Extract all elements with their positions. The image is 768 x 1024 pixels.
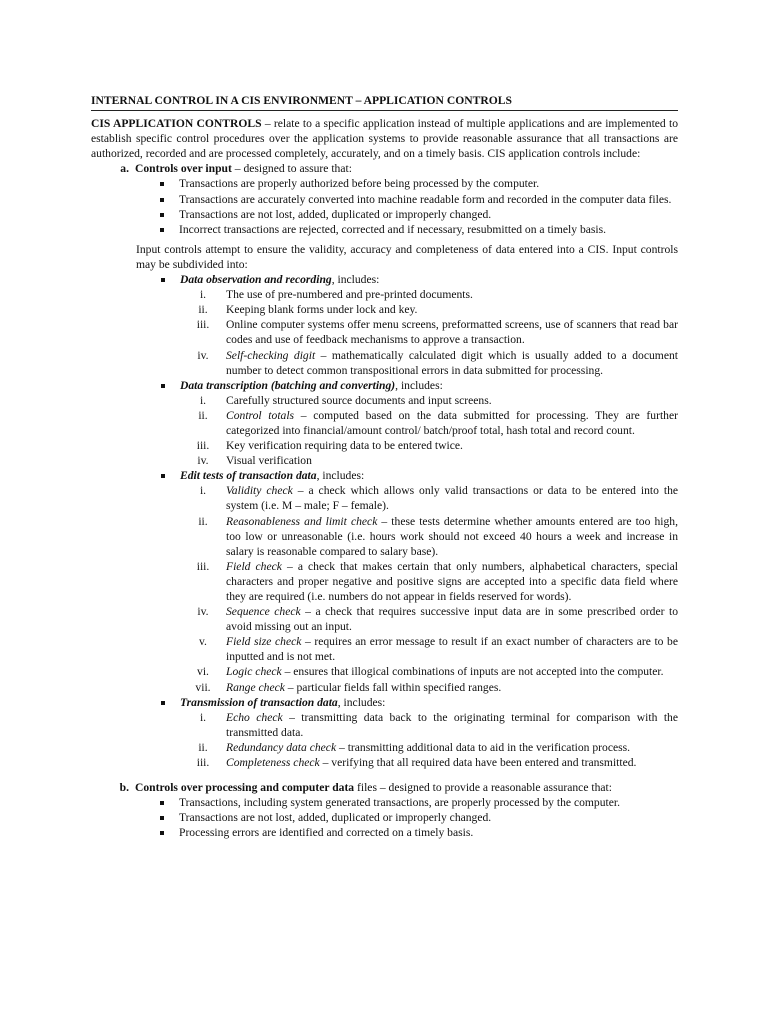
- category-title: Data observation and recording: [180, 273, 332, 287]
- bullet-text: Transactions are properly authorized before being processed by the computer.: [179, 177, 540, 191]
- category-edit-tests: [136, 468, 678, 694]
- list-item: [135, 222, 678, 237]
- section-a-marker: a.: [120, 162, 129, 176]
- item-text: – a check which allows only valid transactions or data to be entered into the system (i.e. M – male; F – female).: [226, 484, 679, 513]
- roman-numeral: iii.: [196, 439, 210, 453]
- square-bullet-icon: [136, 378, 180, 469]
- item-term: Completeness check: [226, 756, 320, 770]
- category-data-observation: [136, 272, 678, 378]
- square-bullet-icon: [135, 176, 179, 191]
- item-term: Field size check: [226, 635, 302, 649]
- item-term: Sequence check: [226, 605, 301, 619]
- list-item: [135, 810, 678, 825]
- square-bullet-icon: [136, 468, 180, 694]
- category-title: Data transcription (batching and converting): [180, 378, 396, 392]
- item-term: Control totals: [226, 408, 295, 422]
- item-text: – requires an error message to result if an exact number of characters are to be inputted and is not met.: [226, 635, 678, 664]
- roman-numeral: i.: [199, 393, 207, 407]
- roman-numeral: iv.: [197, 348, 209, 362]
- bullet-text: Transactions are accurately converted into machine readable form and recorded in the computer data files.: [179, 192, 672, 206]
- section-b-bullet-list: [135, 795, 678, 840]
- list-item: [135, 207, 678, 222]
- item-text: Online computer systems offer menu screens, preformatted screens, use of scanners that read bar codes and use of feedback mechanisms to approve a transaction.: [226, 318, 678, 347]
- list-item: [180, 664, 678, 679]
- item-text: – a check that makes certain that only numbers, alphabetical characters, special characters and proper negative and positive signs are accepted into a specific data field where they are required (i.e. numbers do not appear in fields reserved for words).: [226, 559, 678, 603]
- list-item: [180, 755, 678, 770]
- roman-numeral: i.: [199, 710, 207, 724]
- square-bullet-icon: [135, 795, 179, 810]
- item-term: Reasonableness and limit check: [226, 514, 378, 528]
- roman-numeral: iv.: [197, 454, 209, 468]
- intro-paragraph: [91, 116, 678, 161]
- item-text: – mathematically calculated digit which is usually added to a document number to detect common transpositional errors in data submitted for processing.: [226, 348, 678, 377]
- section-b-heading: [135, 780, 678, 795]
- item-term: Echo check: [226, 710, 283, 724]
- roman-numeral: iii.: [196, 318, 210, 332]
- category-transmission: [136, 695, 678, 770]
- item-text: – transmitting data back to the originating terminal for comparison with the transmitted data.: [226, 710, 678, 739]
- section-b-heading-term: Controls over processing and computer data: [135, 781, 355, 795]
- page-title: INTERNAL CONTROL IN A CIS ENVIRONMENT – APPLICATION CONTROLS: [91, 93, 678, 111]
- roman-numeral: i.: [199, 484, 207, 498]
- square-bullet-icon: [135, 825, 179, 840]
- roman-numeral: vi.: [197, 665, 209, 679]
- item-text: – transmitting additional data to aid in the verification process.: [336, 740, 631, 754]
- item-term: Range check: [226, 680, 285, 694]
- category-heading: [180, 272, 678, 287]
- roman-numeral: ii.: [198, 514, 208, 528]
- roman-numeral: v.: [199, 635, 207, 649]
- square-bullet-icon: [135, 207, 179, 222]
- section-b: [91, 780, 678, 795]
- item-term: Field check: [226, 559, 282, 573]
- category-heading: [180, 468, 678, 483]
- item-text: – ensures that illogical combinations of inputs are not accepted into the computer.: [281, 665, 664, 679]
- square-bullet-icon: [135, 810, 179, 825]
- intro-text: – relate to a specific application instead of multiple applications and are implemented to establish specific control procedures over the application systems to provide reasonable assurance that all transactions are authorized, recorded and are processed completely, accurately, and on a timely basis. CIS application controls include:: [91, 117, 679, 161]
- item-text: The use of pre-numbered and pre-printed documents.: [226, 288, 473, 302]
- list-item: [135, 192, 678, 207]
- category-items: [180, 483, 678, 694]
- roman-numeral: iv.: [197, 605, 209, 619]
- category-title: Edit tests of transaction data: [180, 469, 317, 483]
- list-item: [180, 634, 678, 664]
- item-text: Key verification requiring data to be entered twice.: [226, 439, 463, 453]
- item-term: Redundancy data check: [226, 740, 337, 754]
- square-bullet-icon: [136, 272, 180, 378]
- section-b-heading-rest: files – designed to provide a reasonable assurance that:: [354, 781, 612, 795]
- list-item: [180, 514, 678, 559]
- list-item: [180, 302, 678, 317]
- list-item: [180, 348, 678, 378]
- section-a-heading-term: Controls over input: [135, 162, 232, 176]
- item-text: – a check that requires successive input data are in some prescribed order to avoid missing out an input.: [226, 605, 678, 634]
- item-text: – computed based on the data submitted for processing. They are further categorized into financial/amount control/ batch/proof total, hash total and record count.: [226, 408, 678, 437]
- input-controls-paragraph: Input controls attempt to ensure the validity, accuracy and completeness of data entered into a CIS. Input controls may be subdivided into:: [136, 242, 678, 271]
- bullet-text: Transactions are not lost, added, duplicated or improperly changed.: [179, 811, 492, 825]
- item-term: Validity check: [226, 484, 293, 498]
- list-item: [135, 176, 678, 191]
- list-item: [135, 825, 678, 840]
- roman-numeral: i.: [199, 288, 207, 302]
- section-a-bullet-list: [135, 176, 678, 236]
- roman-numeral: ii.: [198, 303, 208, 317]
- list-item: [180, 710, 678, 740]
- bullet-text: Transactions are not lost, added, duplicated or improperly changed.: [179, 207, 492, 221]
- category-suffix: , includes:: [331, 273, 380, 287]
- section-a-heading: [135, 161, 678, 176]
- square-bullet-icon: [136, 695, 180, 770]
- item-text: Visual verification: [226, 454, 312, 468]
- list-item: [180, 559, 678, 604]
- section-b-marker: b.: [119, 781, 129, 795]
- roman-numeral: iii.: [196, 559, 210, 573]
- item-text: – particular fields fall within specified ranges.: [284, 680, 502, 694]
- list-item: [180, 408, 678, 438]
- list-item: [180, 317, 678, 347]
- item-text: Keeping blank forms under lock and key.: [226, 303, 418, 317]
- roman-numeral: ii.: [198, 408, 208, 422]
- item-term: Self-checking digit: [226, 348, 316, 362]
- item-term: Logic check: [226, 665, 282, 679]
- roman-numeral: ii.: [198, 740, 208, 754]
- list-item: [180, 483, 678, 513]
- square-bullet-icon: [135, 192, 179, 207]
- list-item: [180, 740, 678, 755]
- item-text: Carefully structured source documents and input screens.: [226, 393, 492, 407]
- category-suffix: , includes:: [316, 469, 365, 483]
- list-item: [180, 604, 678, 634]
- roman-numeral: iii.: [196, 756, 210, 770]
- category-heading: [180, 378, 678, 393]
- category-title: Transmission of transaction data: [180, 695, 338, 709]
- item-text: – these tests determine whether amounts entered are too high, too low or unreasonable (i.e. hours work should not exceed 40 hours a week and increase in salary is reasonable compared to salary base).: [226, 514, 678, 558]
- category-data-transcription: [136, 378, 678, 469]
- category-heading: [180, 695, 678, 710]
- list-item: [180, 680, 678, 695]
- bullet-text: Processing errors are identified and corrected on a timely basis.: [179, 826, 474, 840]
- list-item: [180, 287, 678, 302]
- bullet-text: Incorrect transactions are rejected, corrected and if necessary, resubmitted on a timely basis.: [179, 222, 607, 236]
- square-bullet-icon: [135, 222, 179, 237]
- intro-term: CIS APPLICATION CONTROLS: [91, 117, 262, 131]
- list-item: [180, 453, 678, 468]
- list-item: [180, 393, 678, 408]
- category-items: [180, 287, 678, 378]
- category-suffix: , includes:: [395, 378, 443, 392]
- category-items: [180, 710, 678, 770]
- item-text: – verifying that all required data have been entered and transmitted.: [319, 756, 637, 770]
- section-a: [91, 161, 678, 176]
- list-item: [135, 795, 678, 810]
- category-suffix: , includes:: [337, 695, 386, 709]
- category-items: [180, 393, 678, 468]
- bullet-text: Transactions, including system generated transactions, are properly processed by the computer.: [179, 796, 620, 810]
- list-item: [180, 438, 678, 453]
- section-a-heading-rest: – designed to assure that:: [231, 162, 352, 176]
- roman-numeral: vii.: [195, 680, 211, 694]
